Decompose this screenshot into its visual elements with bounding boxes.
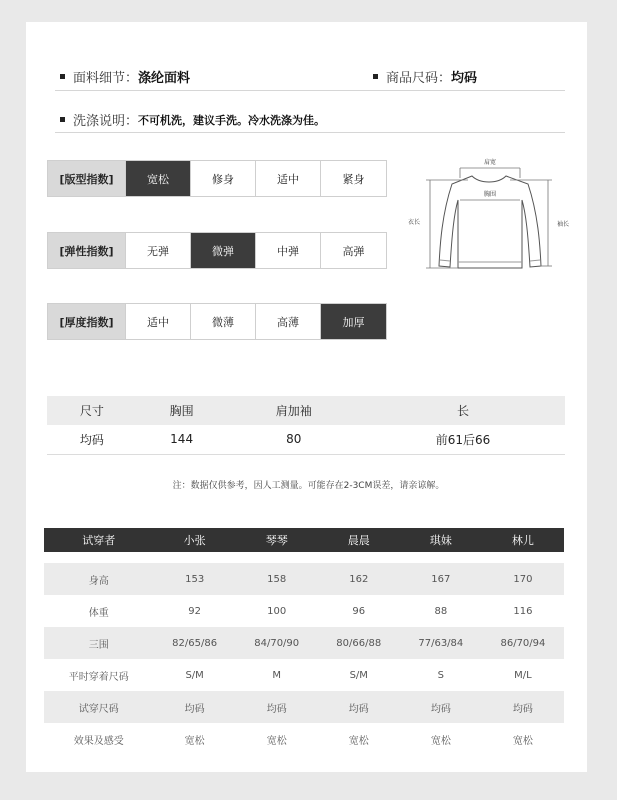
wash-label: 洗涤说明：: [73, 114, 139, 129]
size-cell: 144: [137, 425, 227, 454]
sweater-measurement-diagram: [400, 154, 580, 278]
fit-index-row: [47, 160, 387, 197]
fit-option: 紧身: [321, 161, 386, 196]
wash-value: 不可机洗，建议手洗。冷水洗涤为佳。: [138, 113, 326, 127]
try-on-header-cell: 试穿者: [44, 528, 154, 552]
bullet-icon: [373, 74, 378, 79]
size-cell: 均码: [47, 425, 137, 454]
try-on-cell: 均码: [154, 691, 236, 723]
try-on-cell: 宽松: [184, 735, 205, 747]
thickness-index-row: [47, 303, 387, 340]
try-on-row: [44, 659, 564, 691]
size-table-header: [47, 396, 565, 425]
thickness-option: 微薄: [191, 304, 256, 339]
elasticity-index-label: [弹性指数]: [48, 233, 126, 268]
try-on-cell: 162: [318, 563, 400, 595]
length-label: 衣长: [407, 219, 421, 226]
size-header-cell: 胸围: [137, 396, 227, 425]
try-on-cell: S/M: [349, 669, 368, 681]
wash-detail: [60, 110, 325, 129]
try-on-cell: 158: [236, 563, 318, 595]
try-on-cell: 167: [400, 563, 482, 595]
measurement-note: 注：数据仅供参考，因人工测量。可能存在2-3CM误差，请亲谅解。: [172, 481, 445, 491]
try-on-cell: 96: [352, 605, 366, 617]
elasticity-option: 高弹: [321, 233, 386, 268]
try-on-cell: 试穿尺码: [44, 691, 154, 723]
try-on-cell: 100: [267, 605, 287, 617]
try-on-header-cell: 林儿: [482, 528, 564, 552]
size-table: [47, 396, 565, 455]
try-on-cell: 身高: [44, 563, 154, 595]
size-label: 商品尺码：: [386, 71, 452, 86]
try-on-cell: 宽松: [348, 735, 369, 747]
thickness-option: 加厚: [321, 304, 386, 339]
elasticity-option: 中弹: [256, 233, 321, 268]
size-cell: 80: [227, 425, 362, 454]
try-on-cell: M: [272, 669, 282, 681]
divider: [55, 90, 565, 91]
size-cell: 前61后66: [361, 425, 565, 454]
try-on-cell: 宽松: [512, 735, 533, 747]
fabric-detail: [60, 67, 190, 86]
try-on-row: [44, 723, 564, 755]
try-on-cell: 82/65/86: [154, 627, 236, 659]
fabric-value: 涤纶面料: [138, 71, 191, 86]
bullet-icon: [60, 117, 65, 122]
thickness-index-label: [厚度指数]: [48, 304, 126, 339]
fit-index-label: [版型指数]: [48, 161, 126, 196]
sweater-outline: [439, 176, 541, 268]
try-on-row: [44, 627, 564, 659]
bullet-icon: [60, 74, 65, 79]
try-on-cell: 体重: [88, 607, 109, 619]
fabric-label: 面料细节：: [73, 71, 139, 86]
elasticity-option: 微弹: [191, 233, 256, 268]
try-on-row: [44, 691, 564, 723]
try-on-header-cell: 琴琴: [236, 528, 318, 552]
try-on-cell: 86/70/94: [482, 627, 564, 659]
try-on-cell: 80/66/88: [318, 627, 400, 659]
try-on-cell: 116: [513, 605, 533, 617]
fit-option: 适中: [256, 161, 321, 196]
try-on-cell: 均码: [236, 691, 318, 723]
fit-option: 修身: [191, 161, 256, 196]
try-on-cell: S/M: [185, 669, 204, 681]
size-value: 均码: [451, 71, 478, 86]
try-on-cell: 153: [154, 563, 236, 595]
try-on-cell: 77/63/84: [400, 627, 482, 659]
try-on-row: [44, 563, 564, 595]
try-on-cell: 均码: [318, 691, 400, 723]
try-on-cell: 88: [434, 605, 448, 617]
shoulder-label: 肩宽: [483, 159, 497, 166]
try-on-header-cell: 晨晨: [318, 528, 400, 552]
thickness-option: 高薄: [256, 304, 321, 339]
elasticity-option: 无弹: [126, 233, 191, 268]
size-header-cell: 肩加袖: [227, 396, 362, 425]
try-on-cell: 三围: [44, 627, 154, 659]
try-on-cell: 84/70/90: [236, 627, 318, 659]
try-on-cell: 92: [188, 605, 201, 617]
try-on-cell: 均码: [400, 691, 482, 723]
try-on-cell: 均码: [482, 691, 564, 723]
size-header-cell: 尺寸: [47, 396, 137, 425]
size-table-row: [47, 425, 565, 454]
try-on-cell: M/L: [514, 669, 532, 681]
fit-option: 宽松: [126, 161, 191, 196]
try-on-cell: 平时穿着尺码: [68, 671, 129, 683]
try-on-cell: 效果及感受: [73, 735, 124, 747]
sleeve-label: 袖长: [556, 221, 570, 228]
try-on-row: [44, 595, 564, 627]
size-detail: [373, 67, 477, 86]
thickness-option: 适中: [126, 304, 191, 339]
chest-label: 胸围: [483, 191, 497, 198]
size-header-cell: 长: [361, 396, 565, 425]
try-on-header-cell: 小张: [154, 528, 236, 552]
try-on-cell: 170: [482, 563, 564, 595]
divider: [55, 132, 565, 133]
try-on-header: [44, 528, 564, 552]
elasticity-index-row: [47, 232, 387, 269]
try-on-table: [44, 528, 564, 755]
try-on-header-cell: 琪妹: [400, 528, 482, 552]
try-on-cell: S: [437, 669, 444, 681]
try-on-cell: 宽松: [266, 735, 287, 747]
try-on-cell: 宽松: [430, 735, 451, 747]
